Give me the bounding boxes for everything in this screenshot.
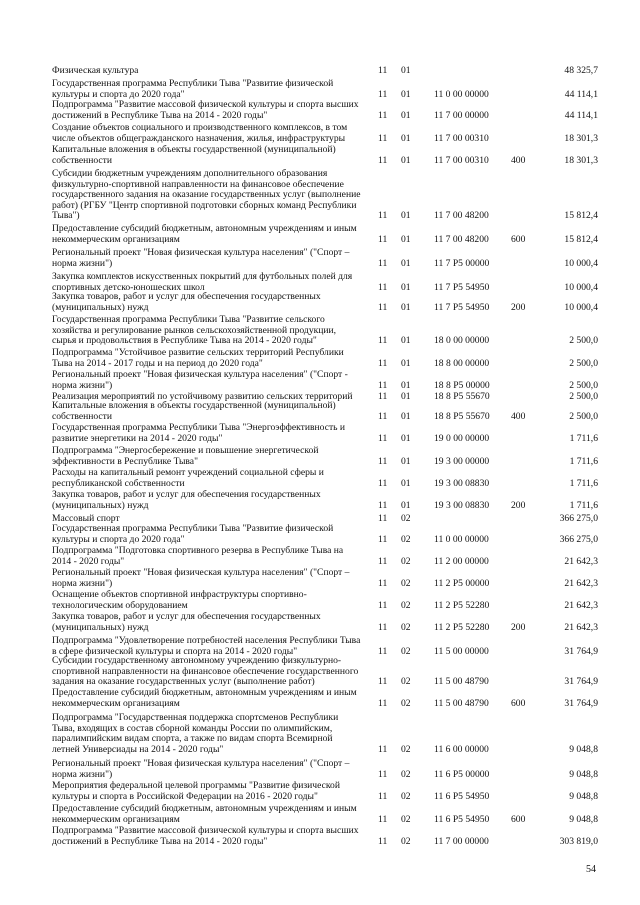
target-article-code: 11 7 00 00000	[434, 835, 489, 847]
target-article-code: 11 2 00 00000	[434, 555, 489, 567]
table-row	[0, 66, 640, 77]
subsection-code: 01	[401, 233, 411, 245]
section-code: 11	[378, 599, 388, 611]
amount-value: 10 000,4	[564, 301, 598, 313]
section-code: 11	[378, 233, 388, 245]
section-code: 11	[378, 357, 388, 369]
amount-value: 366 275,0	[559, 513, 598, 524]
amount-value: 15 812,4	[564, 233, 598, 245]
section-code: 11	[378, 477, 388, 489]
row-description	[52, 524, 368, 545]
section-code: 11	[378, 455, 388, 467]
description-line: собственности	[52, 155, 113, 166]
subsection-code: 01	[401, 499, 411, 511]
section-code: 11	[378, 301, 388, 313]
row-description	[52, 514, 368, 525]
row-description	[52, 315, 368, 347]
section-code: 11	[378, 621, 388, 633]
target-article-code: 19 0 00 00000	[434, 432, 490, 444]
description-line: Предоставление субсидий бюджетным, автономным учреждениям и иным	[52, 224, 357, 234]
section-code: 11	[378, 281, 388, 293]
subsection-code: 02	[401, 768, 411, 780]
description-line: (муниципальных) нужд	[52, 500, 149, 511]
target-article-code: 11 7 00 48200	[434, 233, 489, 245]
amount-value: 15 812,4	[564, 210, 598, 222]
subsection-code: 02	[401, 577, 411, 589]
description-line: Закупка товаров, работ и услуг для обеспечения государственных	[52, 292, 321, 302]
expense-type-code: 400	[511, 410, 526, 422]
target-article-code: 18 8 P5 55670	[434, 391, 490, 402]
row-description	[52, 292, 368, 313]
target-article-code: 19 3 00 08830	[434, 499, 490, 511]
amount-value: 2 500,0	[569, 335, 598, 347]
table-row	[0, 759, 640, 780]
description-line: Региональный проект "Новая физическая культура населения" ("Спорт -	[52, 370, 348, 380]
description-line: сырья и продовольствия в Республике Тыва на 2014 - 2020 годы"	[52, 336, 317, 347]
target-article-code: 11 5 00 48790	[434, 676, 489, 688]
description-line: Государственная программа Республики Тыва "Развитие физической	[52, 79, 334, 89]
subsection-code: 02	[401, 513, 411, 524]
subsection-code: 01	[401, 477, 411, 489]
table-row	[0, 348, 640, 369]
amount-value: 31 764,9	[564, 676, 598, 688]
target-article-code: 18 8 P5 55670	[434, 410, 490, 422]
description-line: Государственная программа Республики Тыва "Развитие физической	[52, 524, 334, 534]
table-row	[0, 524, 640, 545]
row-description	[52, 79, 368, 100]
target-article-code: 11 7 00 00000	[434, 109, 489, 121]
expense-type-code: 200	[511, 301, 526, 313]
row-description	[52, 612, 368, 633]
subsection-code: 01	[401, 391, 411, 402]
description-line: Региональный проект "Новая физическая культура населения" ("Спорт –	[52, 248, 350, 258]
description-line: культуры и спорта до 2020 года"	[52, 534, 185, 545]
description-line: Капитальные вложения в объекты государственной (муниципальной)	[52, 401, 336, 411]
subsection-code: 01	[401, 410, 411, 422]
amount-value: 21 642,3	[564, 577, 598, 589]
description-line: достижений в Республике Тыва на 2014 - 2020 годы"	[52, 110, 268, 121]
subsection-code: 01	[401, 432, 411, 444]
amount-value: 1 711,6	[569, 432, 598, 444]
description-line: Закупка товаров, работ и услуг для обеспечения государственных	[52, 612, 321, 622]
amount-value: 2 500,0	[569, 391, 598, 402]
subsection-code: 01	[401, 88, 411, 100]
row-description	[52, 446, 368, 467]
description-line: (муниципальных) нужд	[52, 622, 149, 633]
subsection-code: 02	[401, 676, 411, 688]
section-code: 11	[378, 743, 388, 755]
description-line: культуры и спорта до 2020 года"	[52, 89, 185, 100]
subsection-code: 02	[401, 599, 411, 611]
row-description	[52, 636, 368, 657]
description-line: Субсидии бюджетным учреждениям дополнительного образования	[52, 169, 328, 179]
section-code: 11	[378, 154, 388, 166]
description-line: норма жизни")	[52, 380, 113, 391]
description-line: некоммерческим организациям	[52, 698, 180, 709]
target-article-code: 11 2 P5 00000	[434, 577, 490, 589]
target-article-code: 11 6 P5 54950	[434, 790, 490, 802]
table-row	[0, 169, 640, 222]
description-line: достижений в Республике Тыва на 2014 - 2020 годы"	[52, 836, 268, 847]
table-row	[0, 713, 640, 755]
description-line: Физическая культура	[52, 66, 139, 76]
amount-value: 1 711,6	[569, 455, 598, 467]
row-description	[52, 145, 368, 166]
description-line: Подпрограмма "Развитие массовой физической культуры и спорта высших	[52, 826, 359, 836]
row-description	[52, 423, 368, 444]
amount-value: 31 764,9	[564, 645, 598, 657]
table-row	[0, 514, 640, 525]
amount-value: 21 642,3	[564, 599, 598, 611]
table-row	[0, 546, 640, 567]
table-row	[0, 315, 640, 347]
expense-type-code: 600	[511, 697, 526, 709]
amount-value: 1 711,6	[569, 499, 598, 511]
amount-value: 2 500,0	[569, 357, 598, 369]
amount-value: 31 764,9	[564, 697, 598, 709]
subsection-code: 01	[401, 379, 411, 391]
description-line: Региональный проект "Новая физическая культура населения" ("Спорт –	[52, 568, 350, 578]
section-code: 11	[378, 645, 388, 657]
subsection-code: 01	[401, 357, 411, 369]
section-code: 11	[378, 335, 388, 347]
section-code: 11	[378, 768, 388, 780]
row-description	[52, 224, 368, 245]
amount-value: 2 500,0	[569, 379, 598, 391]
row-description	[52, 169, 368, 222]
amount-value: 10 000,4	[564, 257, 598, 269]
row-description	[52, 568, 368, 589]
description-line: Государственная программа Республики Тыва "Энергоэффективность и	[52, 423, 346, 433]
section-code: 11	[378, 65, 388, 76]
table-row	[0, 292, 640, 313]
table-row	[0, 123, 640, 144]
table-row	[0, 272, 640, 293]
description-line: технологическим оборудованием	[52, 600, 188, 611]
subsection-code: 02	[401, 743, 411, 755]
table-row	[0, 468, 640, 489]
target-article-code: 19 3 00 08830	[434, 477, 490, 489]
description-line: хозяйства и регулирование рынков сельскохозяйственной продукции,	[52, 325, 337, 336]
row-description	[52, 370, 368, 391]
target-article-code: 11 7 00 48200	[434, 210, 489, 222]
amount-value: 1 711,6	[569, 477, 598, 489]
subsection-code: 01	[401, 65, 411, 76]
description-line: 2014 - 2020 годы"	[52, 556, 125, 567]
description-line: Закупка комплектов искусственных покрытий для футбольных полей для	[52, 272, 353, 282]
description-line: норма жизни")	[52, 769, 113, 780]
target-article-code: 11 0 00 00000	[434, 88, 489, 100]
row-description	[52, 248, 368, 269]
description-line: Тыва на 2014 - 2017 годы и на период до 2020 года"	[52, 358, 263, 369]
subsection-code: 01	[401, 455, 411, 467]
expense-type-code: 200	[511, 621, 526, 633]
expense-type-code: 400	[511, 154, 526, 166]
table-row	[0, 804, 640, 825]
subsection-code: 02	[401, 790, 411, 802]
description-line: летней Универсиады на 2014 - 2020 годы"	[52, 744, 224, 755]
target-article-code: 11 7 00 00310	[434, 132, 489, 144]
target-article-code: 11 6 00 00000	[434, 743, 489, 755]
table-row	[0, 826, 640, 847]
row-description	[52, 804, 368, 825]
subsection-code: 02	[401, 533, 411, 545]
description-line: Тыва")	[52, 211, 80, 222]
amount-value: 18 301,3	[564, 154, 598, 166]
description-line: Подпрограмма "Подготовка спортивного резерва в Республике Тыва на	[52, 546, 344, 556]
amount-value: 2 500,0	[569, 410, 598, 422]
table-row	[0, 100, 640, 121]
table-row	[0, 656, 640, 688]
table-row	[0, 423, 640, 444]
expense-type-code: 600	[511, 233, 526, 245]
row-description	[52, 401, 368, 422]
subsection-code: 02	[401, 645, 411, 657]
amount-value: 48 325,7	[564, 65, 598, 76]
description-line: Капитальные вложения в объекты государственной (муниципальной)	[52, 145, 336, 155]
table-row	[0, 224, 640, 245]
description-line: Подпрограмма "Удовлетворение потребностей населения Республики Тыва	[52, 636, 361, 646]
description-line: Подпрограмма "Энергосбережение и повышение энергетической	[52, 446, 319, 456]
row-description	[52, 348, 368, 369]
subsection-code: 02	[401, 813, 411, 825]
section-code: 11	[378, 88, 388, 100]
target-article-code: 18 8 00 00000	[434, 357, 490, 369]
target-article-code: 11 5 00 00000	[434, 645, 489, 657]
row-description	[52, 590, 368, 611]
section-code: 11	[378, 697, 388, 709]
description-line: (муниципальных) нужд	[52, 302, 149, 313]
amount-value: 10 000,4	[564, 281, 598, 293]
amount-value: 9 048,8	[569, 813, 598, 825]
description-line: Реализация мероприятий по устойчивому развитию сельских территорий	[52, 392, 353, 402]
section-code: 11	[378, 533, 388, 545]
description-line: Предоставление субсидий бюджетным, автономным учреждениям и иным	[52, 688, 357, 698]
target-article-code: 11 6 P5 54950	[434, 813, 490, 825]
description-line: некоммерческим организациям	[52, 814, 180, 825]
target-article-code: 11 0 00 00000	[434, 533, 489, 545]
table-row	[0, 590, 640, 611]
row-description	[52, 468, 368, 489]
section-code: 11	[378, 379, 388, 391]
subsection-code: 02	[401, 697, 411, 709]
section-code: 11	[378, 210, 388, 222]
description-line: задания на оказание государственных услуг (выполнение работ)	[52, 677, 315, 688]
section-code: 11	[378, 813, 388, 825]
table-row	[0, 446, 640, 467]
description-line: Закупка товаров, работ и услуг для обеспечения государственных	[52, 490, 321, 500]
row-description	[52, 490, 368, 511]
description-line: эффективности в Республике Тыва"	[52, 456, 198, 467]
description-line: собственности	[52, 411, 113, 422]
row-description	[52, 546, 368, 567]
table-row	[0, 688, 640, 709]
description-line: в сфере физической культуры и спорта на 2014 - 2020 годы"	[52, 646, 298, 657]
subsection-code: 02	[401, 835, 411, 847]
section-code: 11	[378, 790, 388, 802]
section-code: 11	[378, 410, 388, 422]
description-line: спортивной направленности на финансовое обеспечение государственного	[52, 666, 359, 677]
amount-value: 44 114,1	[564, 88, 598, 100]
subsection-code: 01	[401, 335, 411, 347]
amount-value: 303 819,0	[559, 835, 598, 847]
description-line: Региональный проект "Новая физическая культура населения" ("Спорт –	[52, 759, 350, 769]
description-line: Государственная программа Республики Тыва "Развитие сельского	[52, 315, 325, 325]
description-line: работ) (РГБУ "Центр спортивной подготовки сборных команд Республики	[52, 200, 357, 211]
table-row	[0, 79, 640, 100]
row-description	[52, 66, 368, 77]
description-line: развитие энергетики на 2014 - 2020 годы"	[52, 433, 223, 444]
section-code: 11	[378, 577, 388, 589]
table-row	[0, 781, 640, 802]
target-article-code: 11 7 00 00310	[434, 154, 489, 166]
table-row	[0, 401, 640, 422]
section-code: 11	[378, 109, 388, 121]
description-line: Подпрограмма "Развитие массовой физической культуры и спорта высших	[52, 100, 359, 110]
table-row	[0, 490, 640, 511]
page-number: 54	[586, 864, 596, 875]
subsection-code: 01	[401, 281, 411, 293]
subsection-code: 01	[401, 154, 411, 166]
amount-value: 18 301,3	[564, 132, 598, 144]
row-description	[52, 759, 368, 780]
section-code: 11	[378, 513, 388, 524]
section-code: 11	[378, 555, 388, 567]
section-code: 11	[378, 257, 388, 269]
description-line: Оснащение объектов спортивной инфраструктуры спортивно-	[52, 590, 307, 600]
description-line: физкультурно-спортивной направленности на финансовое обеспечение	[52, 179, 344, 190]
table-row	[0, 145, 640, 166]
description-line: Расходы на капитальный ремонт учреждений социальной сферы и	[52, 468, 324, 478]
description-line: паралимпийским видам спорта, а также по видам спорта Всемирной	[52, 734, 333, 745]
description-line: Подпрограмма "Государственная поддержка спортсменов Республики	[52, 713, 339, 723]
row-description	[52, 688, 368, 709]
target-article-code: 11 7 P5 00000	[434, 257, 490, 269]
description-line: Субсидии государственному автономному учреждению физкультурно-	[52, 656, 342, 666]
amount-value: 9 048,8	[569, 743, 598, 755]
amount-value: 21 642,3	[564, 621, 598, 633]
target-article-code: 18 0 00 00000	[434, 335, 490, 347]
description-line: норма жизни")	[52, 578, 113, 589]
description-line: спортивных детско-юношеских школ	[52, 282, 205, 293]
subsection-code: 02	[401, 555, 411, 567]
amount-value: 21 642,3	[564, 555, 598, 567]
description-line: Подпрограмма "Устойчивое развитие сельских территорий Республики	[52, 348, 344, 358]
description-line: культуры и спорта в Российской Федерации на 2016 - 2020 годы"	[52, 791, 318, 802]
row-description	[52, 100, 368, 121]
row-description	[52, 826, 368, 847]
table-row	[0, 612, 640, 633]
row-description	[52, 123, 368, 144]
row-description	[52, 656, 368, 688]
target-article-code: 11 5 00 48790	[434, 697, 489, 709]
description-line: Тыва, входящих в состав сборной команды России по олимпийским,	[52, 723, 333, 734]
section-code: 11	[378, 391, 388, 402]
section-code: 11	[378, 676, 388, 688]
target-article-code: 11 7 P5 54950	[434, 281, 490, 293]
description-line: числе объектов общегражданского назначения, жилья, инфраструктуры	[52, 133, 346, 144]
target-article-code: 18 8 P5 00000	[434, 379, 490, 391]
target-article-code: 19 3 00 00000	[434, 455, 490, 467]
amount-value: 366 275,0	[559, 533, 598, 545]
expense-type-code: 600	[511, 813, 526, 825]
table-row	[0, 636, 640, 657]
subsection-code: 01	[401, 257, 411, 269]
subsection-code: 02	[401, 621, 411, 633]
section-code: 11	[378, 499, 388, 511]
description-line: некоммерческим организациям	[52, 234, 180, 245]
row-description	[52, 781, 368, 802]
subsection-code: 01	[401, 109, 411, 121]
row-description	[52, 713, 368, 755]
section-code: 11	[378, 132, 388, 144]
section-code: 11	[378, 432, 388, 444]
row-description	[52, 272, 368, 293]
description-line: Массовый спорт	[52, 514, 120, 524]
expense-type-code: 200	[511, 499, 526, 511]
subsection-code: 01	[401, 132, 411, 144]
target-article-code: 11 6 P5 00000	[434, 768, 490, 780]
description-line: республиканской собственности	[52, 478, 185, 489]
description-line: Мероприятия федеральной целевой программы "Развитие физической	[52, 781, 340, 791]
table-row	[0, 568, 640, 589]
target-article-code: 11 7 P5 54950	[434, 301, 490, 313]
subsection-code: 01	[401, 301, 411, 313]
section-code: 11	[378, 835, 388, 847]
amount-value: 9 048,8	[569, 790, 598, 802]
table-row	[0, 248, 640, 269]
description-line: норма жизни")	[52, 258, 113, 269]
description-line: Создание объектов социального и производственного комплексов, в том	[52, 123, 348, 133]
amount-value: 44 114,1	[564, 109, 598, 121]
amount-value: 9 048,8	[569, 768, 598, 780]
description-line: Предоставление субсидий бюджетным, автономным учреждениям и иным	[52, 804, 357, 814]
subsection-code: 01	[401, 210, 411, 222]
table-row	[0, 370, 640, 391]
target-article-code: 11 2 P5 52280	[434, 621, 490, 633]
target-article-code: 11 2 P5 52280	[434, 599, 490, 611]
description-line: государственного задания на оказание государственных услуг (выполнение	[52, 190, 361, 201]
